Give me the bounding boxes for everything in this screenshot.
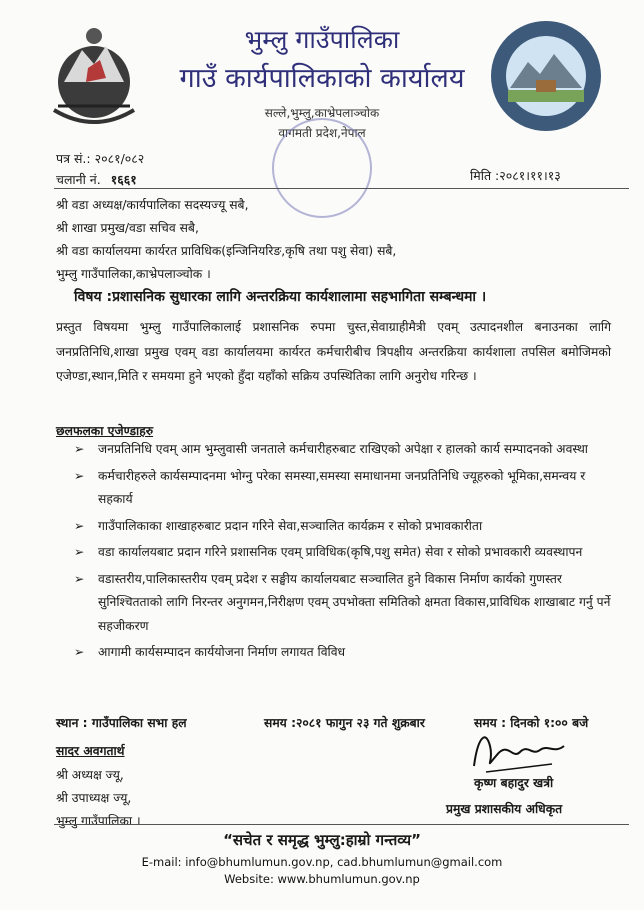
dispatch-no-label: चलानी नं. [56, 172, 101, 187]
recipient-line: भुम्लु गाउँपालिका,काभ्रेपलाञ्चोक । [56, 267, 211, 281]
agenda-item [74, 438, 614, 462]
signatory-title: प्रमुख प्रशासकीय अधिकृत [446, 802, 563, 816]
recipient-line: श्री वडा अध्यक्ष/कार्यपालिका सदस्यज्यू सबै, [56, 198, 249, 212]
recipient-line: श्री वडा कार्यालयमा कार्यरत प्राविधिक(इन्जिनियरिङ,कृषि तथा पशु सेवा) सबै, [56, 244, 397, 258]
event-date: समय :२०८१ फागुन २३ गते शुक्रबार [264, 716, 425, 730]
arrow-icon: ➢ [74, 571, 85, 586]
arrow-icon: ➢ [74, 442, 85, 456]
agenda-item-text: वडा कार्यालयबाट प्रदान गरिने प्रशासनिक एवम् प्राविधिक(कृषि,पशु समेत) सेवा र सोको प्रभावकारी व्यवस्थापन [98, 545, 583, 559]
org-name: भुम्लु गाउँपालिका [244, 25, 400, 54]
agenda-item [74, 641, 614, 665]
footer-motto: “सचेत र समृद्ध भुम्लु:हाम्रो गन्तव्य” [223, 831, 421, 849]
office-name: गाउँ कार्यपालिकाको कार्यालय [179, 63, 465, 94]
date-label: मिति : [470, 168, 500, 183]
agenda-item [74, 515, 614, 539]
cc-line: भुम्लु गाउँपालिका । [56, 814, 141, 828]
dispatch-number [56, 171, 137, 188]
arrow-icon: ➢ [74, 518, 85, 533]
agenda-item [74, 465, 614, 512]
body-paragraph: प्रस्तुत विषयमा भुम्लु गाउँपालिकालाई प्रशासनिक रुपमा चुस्त,सेवाग्राहीमैत्री एवम् उत्पादनशील बनाउनका लागि जनप्रतिनिधि,शाखा प्रमुख एवम् वडा कार्यालयमा कार्यरत कर्मचारीबीच त्रिपक्षीय अन्तरक्रिया कार्यशाला तपसिल बमोजिमको एजेण्डा,स्थान,मिति र समयमा हुने भएको हुँदा यहाँको सक्रिय उपस्थितिका लागि अनुरोध गरिन्छ । [56, 320, 611, 383]
agenda-list [74, 438, 614, 668]
agenda-heading: छलफलका एजेण्डाहरु [56, 424, 154, 438]
date-value: २०८१।११।१३ [499, 168, 561, 183]
agenda-item-text: कर्मचारीहरुले कार्यसम्पादनमा भोग्नु परेका समस्या,समस्या समाधानमा जनप्रतिनिधि ज्यूहरुको भूमिका,समन्वय र सहकार्य [98, 468, 586, 506]
arrow-icon: ➢ [74, 468, 85, 483]
subject-line: विषय :प्रशासनिक सुधारका लागि अन्तरक्रिया कार्यशालामा सहभागिता सम्बन्धमा । [74, 289, 487, 305]
agenda-item-text: जनप्रतिनिधि एवम् आम भुम्लुवासी जनताले कर्मचारीहरुबाट राखिएको अपेक्षा र हालको कार्य सम्पादनको अवस्था [98, 442, 588, 456]
cc-line: श्री अध्यक्ष ज्यू, [56, 768, 124, 782]
footer-email: E-mail: info@bhumlumun.gov.np, cad.bhumlumun@gmail.com [141, 855, 503, 869]
letter-no-value: २०८१/०८२ [94, 151, 145, 166]
cc-heading: सादर अवगतार्थ [56, 744, 125, 758]
agenda-item-text: वडास्तरीय,पालिकास्तरीय एवम् प्रदेश र सङ्घीय कार्यालयबाट सञ्चालित हुने विकास निर्माण कार्यको गुणस्तर सुनिश्चितताको लागि निरन्तर अनुगमन,निरीक्षण एवम् उपभोक्ता समितिको क्षमता विकास,प्राविधिक शाखाबाट गर्नु पर्ने सहजीकरण [98, 571, 611, 633]
arrow-icon: ➢ [74, 645, 85, 659]
event-time: समय : दिनको १:०० बजे [474, 716, 589, 730]
footer-divider [54, 824, 629, 825]
header-divider [54, 188, 629, 189]
agenda-item-text: गाउँपालिकाका शाखाहरुबाट प्रदान गरिने सेवा,सञ्चालित कार्यक्रम र सोको प्रभावकारीता [98, 518, 483, 533]
signatory-name: कृष्ण बहादुर खत्री [474, 776, 554, 790]
agenda-item [74, 541, 614, 565]
letter-number [56, 150, 144, 167]
arrow-icon: ➢ [74, 545, 85, 559]
letter-no-label: पत्र सं.: [56, 151, 91, 166]
date [470, 167, 561, 184]
agenda-item [74, 568, 614, 639]
address-line-2: वागमती प्रदेश,नेपाल [278, 126, 366, 140]
recipient-line: श्री शाखा प्रमुख/वडा सचिव सबै, [56, 221, 199, 235]
agenda-item-text: आगामी कार्यसम्पादन कार्ययोजना निर्माण लगायत विविध [98, 645, 346, 659]
address-line-1: सल्ले,भुम्लु,काभ्रेपलाञ्चोक [264, 106, 380, 120]
cc-line: श्री उपाध्यक्ष ज्यू, [56, 791, 132, 805]
footer-website: Website: www.bhumlumun.gov.np [224, 872, 420, 886]
dispatch-no-value: १६६१ [110, 172, 137, 187]
recipient-list [56, 194, 626, 286]
signature [456, 726, 576, 778]
event-place: स्थान : गाउँपालिका सभा हल [56, 716, 187, 730]
cc-list [56, 764, 141, 833]
